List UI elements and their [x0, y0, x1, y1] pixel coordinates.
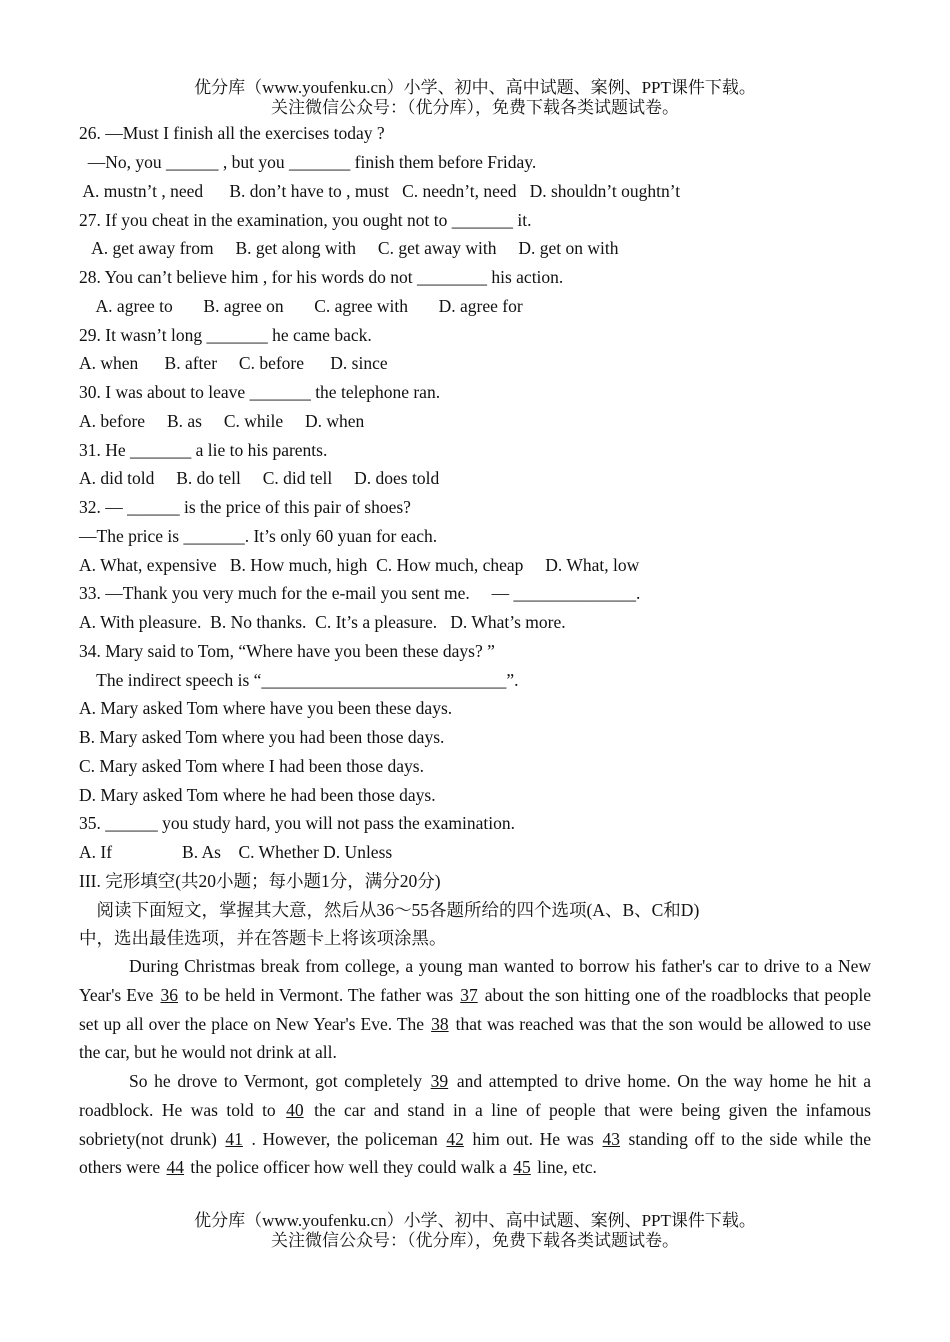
page-header-line-1: 优分库（www.youfenku.cn）小学、初中、高中试题、案例、PPT课件下载。	[194, 78, 756, 97]
question-31-options: A. did told B. do tell C. did tell D. does told	[79, 468, 440, 488]
blank-42: 42	[446, 1128, 464, 1149]
blank-45: 45	[513, 1157, 531, 1178]
blank-40: 40	[286, 1099, 304, 1120]
question-29-stem: 29. It wasn’t long _______ he came back.	[79, 325, 372, 345]
passage-paragraph-1	[79, 952, 871, 1067]
page-footer-line-2: 关注微信公众号：（优分库），免费下载各类试题试卷。	[271, 1231, 679, 1250]
question-26-reply: —No, you ______ , but you _______ finish them before Friday.	[79, 152, 537, 172]
blank-43: 43	[602, 1128, 620, 1149]
passage-text: about the son hitting one of the roadblocks that people set up all over the place on New Year's Eve. The	[79, 984, 871, 1034]
question-29-options: A. when B. after C. before D. since	[79, 353, 388, 373]
question-32-stem: 32. — ______ is the price of this pair of shoes?	[79, 497, 411, 517]
blank-36: 36	[160, 984, 178, 1005]
section-3-instructions-1: 阅读下面短文，掌握其大意，然后从36～55各题所给的四个选项(A、B、C和D)	[79, 900, 700, 920]
question-34-option-a: A. Mary asked Tom where have you been these days.	[79, 698, 453, 718]
question-33-stem: 33. —Thank you very much for the e-mail you sent me. — ______________.	[79, 583, 641, 603]
passage-text: the car and stand in a line of people that were being given the infamous sobriety(not drunk)	[79, 1099, 871, 1149]
page-header-line-2: 关注微信公众号：（优分库），免费下载各类试题试卷。	[271, 98, 679, 117]
question-31-stem: 31. He _______ a lie to his parents.	[79, 440, 328, 460]
page-footer-line-1: 优分库（www.youfenku.cn）小学、初中、高中试题、案例、PPT课件下载。	[194, 1211, 756, 1230]
question-32-reply: —The price is _______. It’s only 60 yuan for each.	[79, 526, 438, 546]
question-35-options: A. If B. As C. Whether D. Unless	[79, 842, 393, 862]
question-32-options: A. What, expensive B. How much, high C. How much, cheap D. What, low	[79, 555, 640, 575]
question-35-stem: 35. ______ you study hard, you will not pass the examination.	[79, 813, 515, 833]
passage-text: to be held in Vermont. The father was	[179, 984, 459, 1005]
blank-37: 37	[460, 984, 478, 1005]
blank-39: 39	[430, 1071, 449, 1091]
passage-text: . However, the policeman	[244, 1128, 445, 1149]
passage-text: So he drove to Vermont, got completely	[129, 1071, 429, 1091]
passage-text: During Christmas break from college, a young man wanted to borrow his father's car to drive to a New Year's Eve	[79, 956, 871, 1005]
section-3-title: III. 完形填空(共20小题；每小题1分，满分20分)	[79, 871, 441, 891]
question-34-option-b: B. Mary asked Tom where you had been those days.	[79, 727, 445, 747]
question-28-options: A. agree to B. agree on C. agree with D. agree for	[79, 296, 523, 316]
question-33-options: A. With pleasure. B. No thanks. C. It’s a pleasure. D. What’s more.	[79, 612, 566, 632]
passage-text: him out. He was	[465, 1128, 601, 1149]
blank-44: 44	[166, 1157, 185, 1178]
question-26-stem: 26. —Must I finish all the exercises today ?	[79, 123, 385, 143]
passage-text: the police officer how well they could walk a	[186, 1157, 512, 1178]
blank-38: 38	[431, 1013, 449, 1034]
question-34-option-d: D. Mary asked Tom where he had been those days.	[79, 785, 436, 805]
question-34-indirect: The indirect speech is “____________________________”.	[79, 670, 519, 690]
passage-text: and attempted to drive home. On the way home he hit a roadblock. He was told to	[79, 1071, 871, 1120]
question-26-options: A. mustn’t , need B. don’t have to , must C. needn’t, need D. shouldn’t oughtn’t	[79, 181, 681, 201]
question-28-stem: 28. You can’t believe him , for his words do not ________ his action.	[79, 267, 564, 287]
question-27-stem: 27. If you cheat in the examination, you ought not to _______ it.	[79, 210, 532, 230]
question-30-options: A. before B. as C. while D. when	[79, 411, 365, 431]
section-3-instructions-2: 中，选出最佳选项，并在答题卡上将该项涂黑。	[79, 928, 447, 948]
question-27-options: A. get away from B. get along with C. get away with D. get on with	[79, 238, 619, 258]
passage-text: standing off to the side while the others were	[79, 1128, 871, 1178]
blank-41: 41	[225, 1128, 243, 1149]
question-34-option-c: C. Mary asked Tom where I had been those days.	[79, 756, 424, 776]
passage-text: line, etc.	[532, 1157, 597, 1178]
question-34-stem: 34. Mary said to Tom, “Where have you been these days? ”	[79, 641, 495, 661]
passage-text: that was reached was that the son would be allowed to use the car, but he would not drink at all.	[79, 1013, 871, 1063]
question-30-stem: 30. I was about to leave _______ the telephone ran.	[79, 382, 441, 402]
passage-paragraph-2	[79, 1067, 871, 1182]
